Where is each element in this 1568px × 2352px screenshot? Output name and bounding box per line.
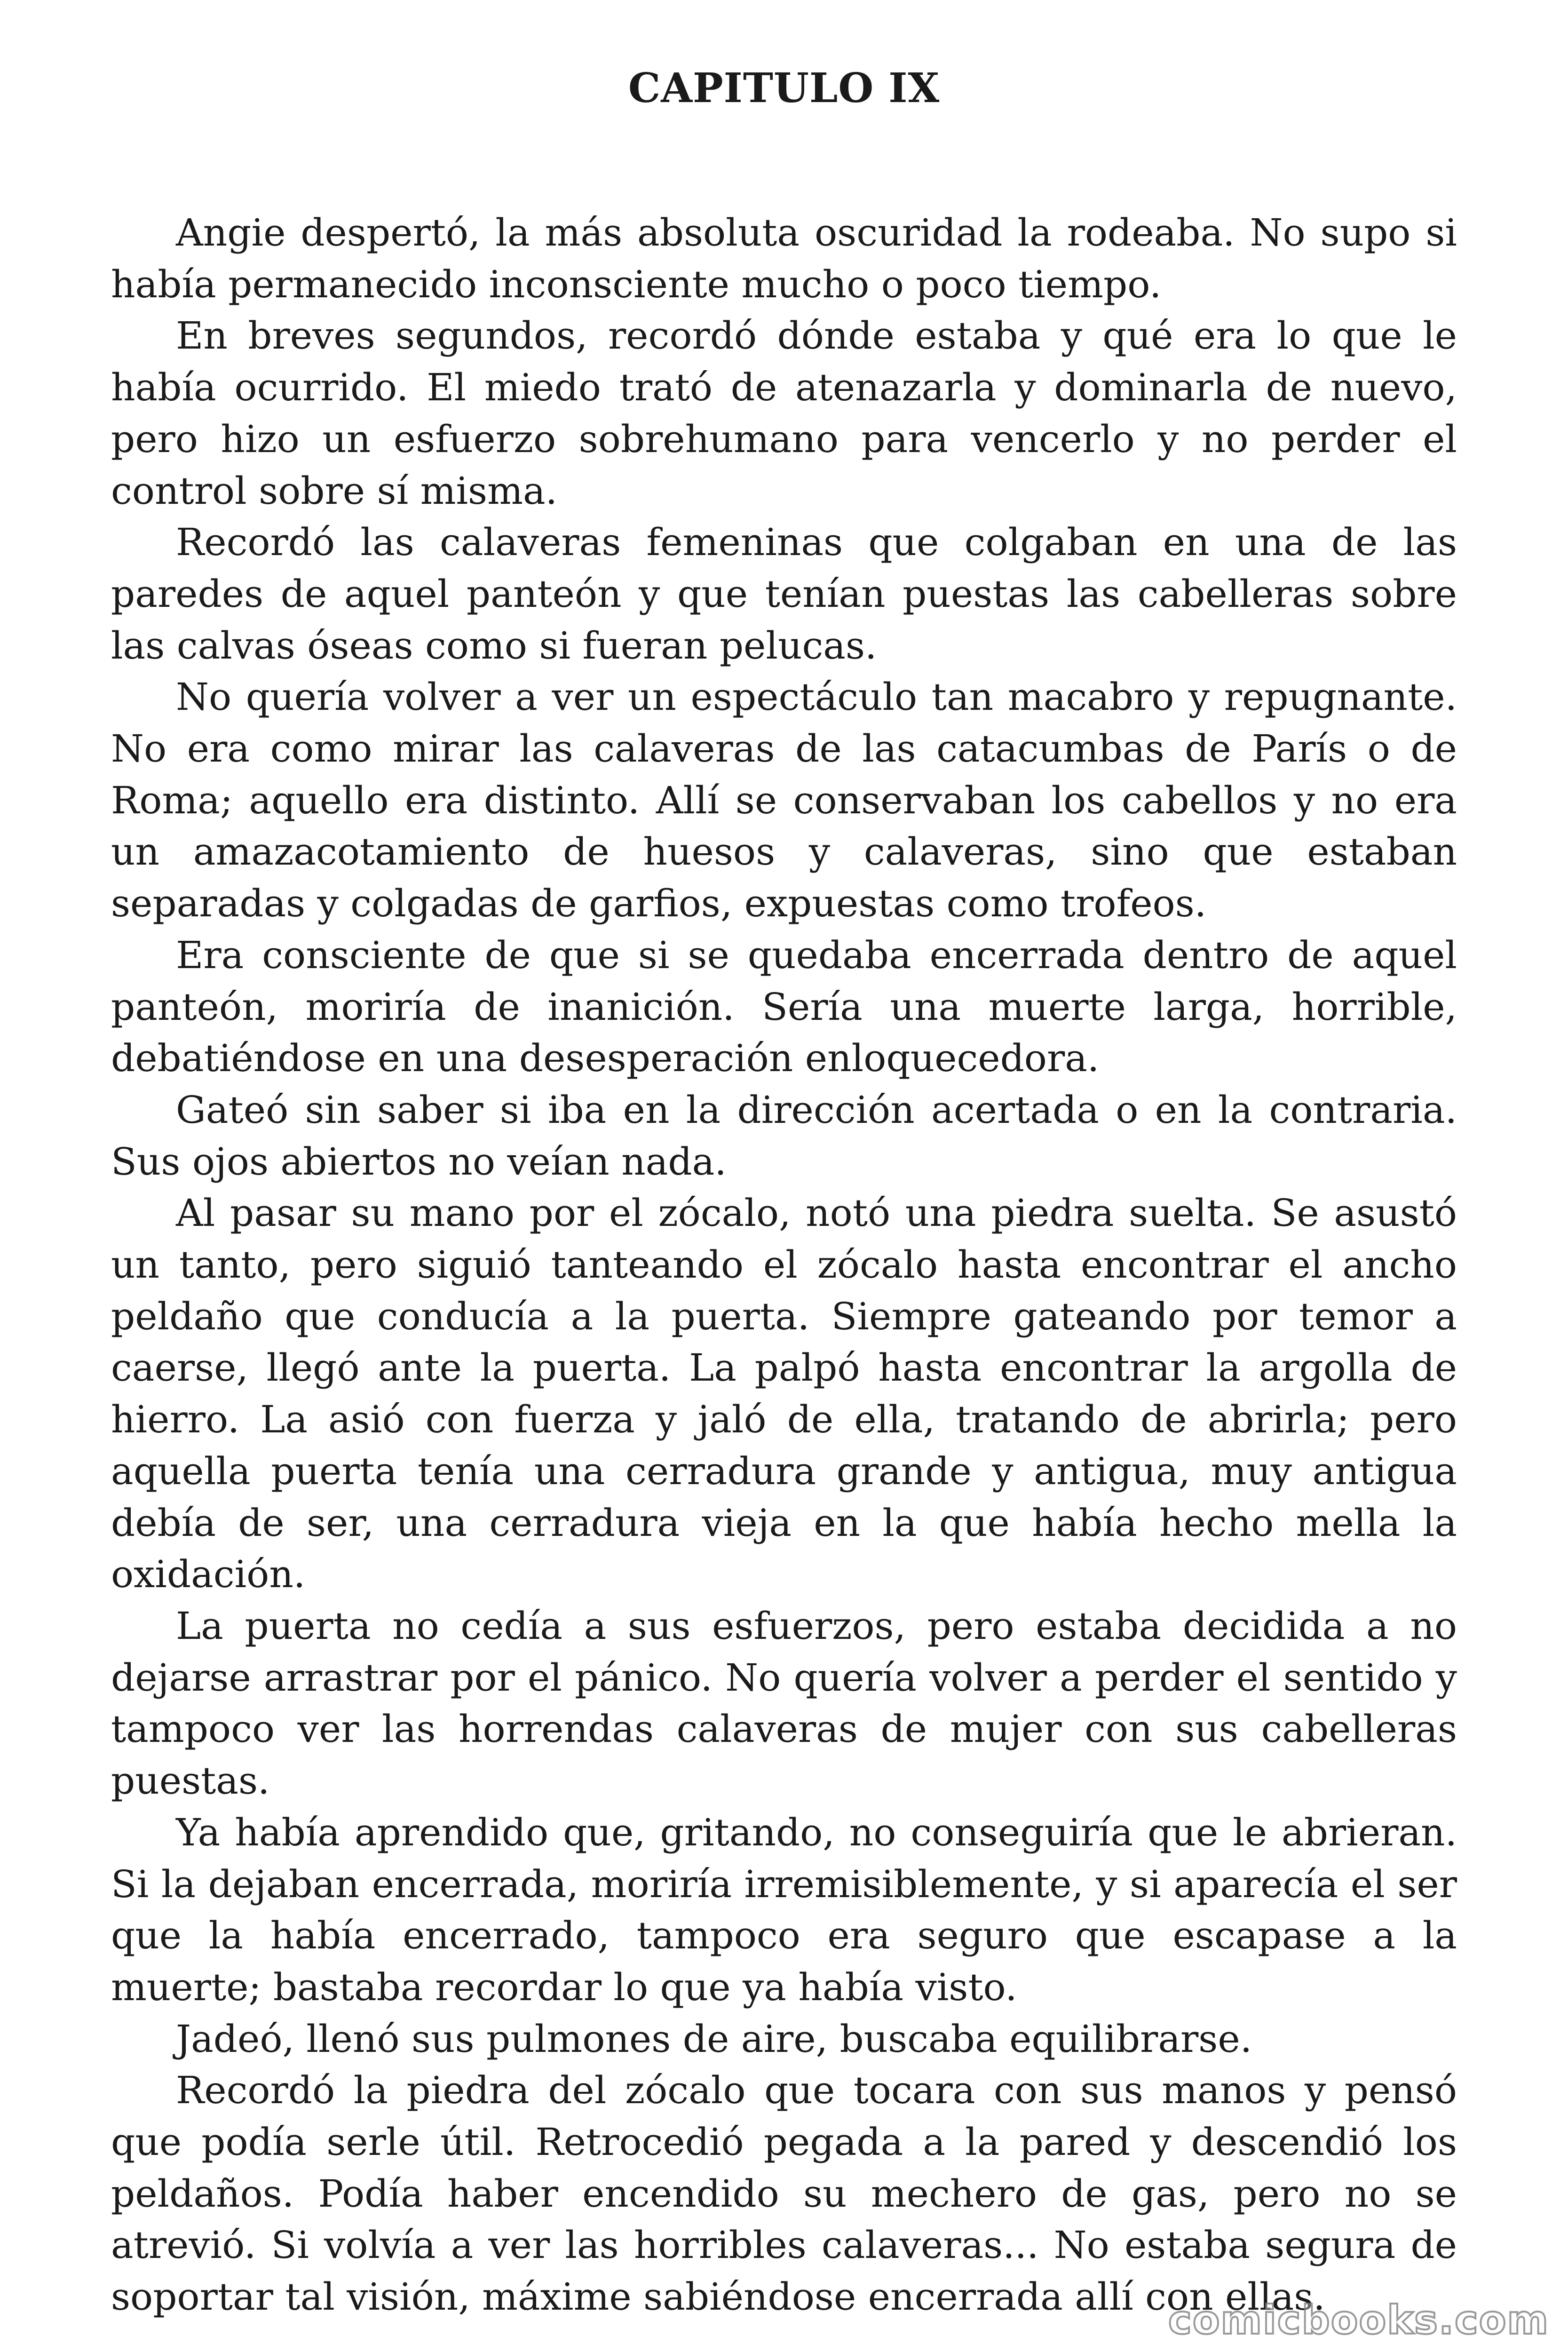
paragraph: Ya había aprendido que, gritando, no conseguiría que le abrieran. Si la dejaban encerrada, moriría irremisiblemente, y si aparecía el ser que la había encerrado, tampoco era seguro que escapase a la muerte; bastaba recordar lo que ya había visto. [111,1810,1457,2009]
paragraph: Angie despertó, la más absoluta oscuridad la rodeaba. No supo si había permanecido inconsciente mucho o poco tiempo. [111,211,1457,306]
watermark: comicbooks.com [1168,2297,1549,2343]
paragraph: Jadeó, llenó sus pulmones de aire, buscaba equilibrarse. [176,2017,1252,2061]
paragraph: En breves segundos, recordó dónde estaba y qué era lo que le había ocurrido. El miedo trató de atenazarla y dominarla de nuevo, pero hizo un esfuerzo sobrehumano para vencerlo y no perder el control sobre sí misma. [111,314,1457,513]
chapter-title: CAPITULO IX [628,64,940,112]
paragraph: Recordó las calaveras femeninas que colgaban en una de las paredes de aquel panteón y que tenían puestas las cabelleras sobre las calvas óseas como si fueran pelucas. [111,520,1457,667]
paragraph: Recordó la piedra del zócalo que tocara con sus manos y pensó que podía serle útil. Retrocedió pegada a la pared y descendió los peldaños. Podía haber encendido su mechero de gas, pero no se atrevió. Si volvía a ver las horribles calaveras... No estaba segura de soportar tal visión, máxime sabiéndose encerrada allí con ellas. [111,2068,1457,2319]
paragraph: Al pasar su mano por el zócalo, notó una piedra suelta. Se asustó un tanto, pero siguió tanteando el zócalo hasta encontrar el ancho peldaño que conducía a la puerta. Siempre gateando por temor a caerse, llegó ante la puerta. La palpó hasta encontrar la argolla de hierro. La asió con fuerza y jaló de ella, tratando de abrirla; pero aquella puerta tenía una cerradura grande y antigua, muy antigua debía de ser, una cerradura vieja en la que había hecho mella la oxidación. [111,1191,1457,1597]
paragraph: Gateó sin saber si iba en la dirección acertada o en la contraria. Sus ojos abiertos no veían nada. [111,1088,1457,1184]
paragraph: La puerta no cedía a sus esfuerzos, pero estaba decidida a no dejarse arrastrar por el pánico. No quería volver a perder el sentido y tampoco ver las horrendas calaveras de mujer con sus cabelleras puestas. [111,1604,1457,1803]
paragraph: Era consciente de que si se quedaba encerrada dentro de aquel panteón, moriría de inanición. Sería una muerte larga, horrible, debatiéndose en una desesperación enloquecedora. [111,933,1457,1081]
paragraph: No quería volver a ver un espectáculo tan macabro y repugnante. No era como mirar las calaveras de las catacumbas de París o de Roma; aquello era distinto. Allí se conservaban los cabellos y no era un amazacotamiento de huesos y calaveras, sino que estaban separadas y colgadas de garfios, expuestas como trofeos. [111,675,1457,926]
chapter-body [111,207,1457,2323]
